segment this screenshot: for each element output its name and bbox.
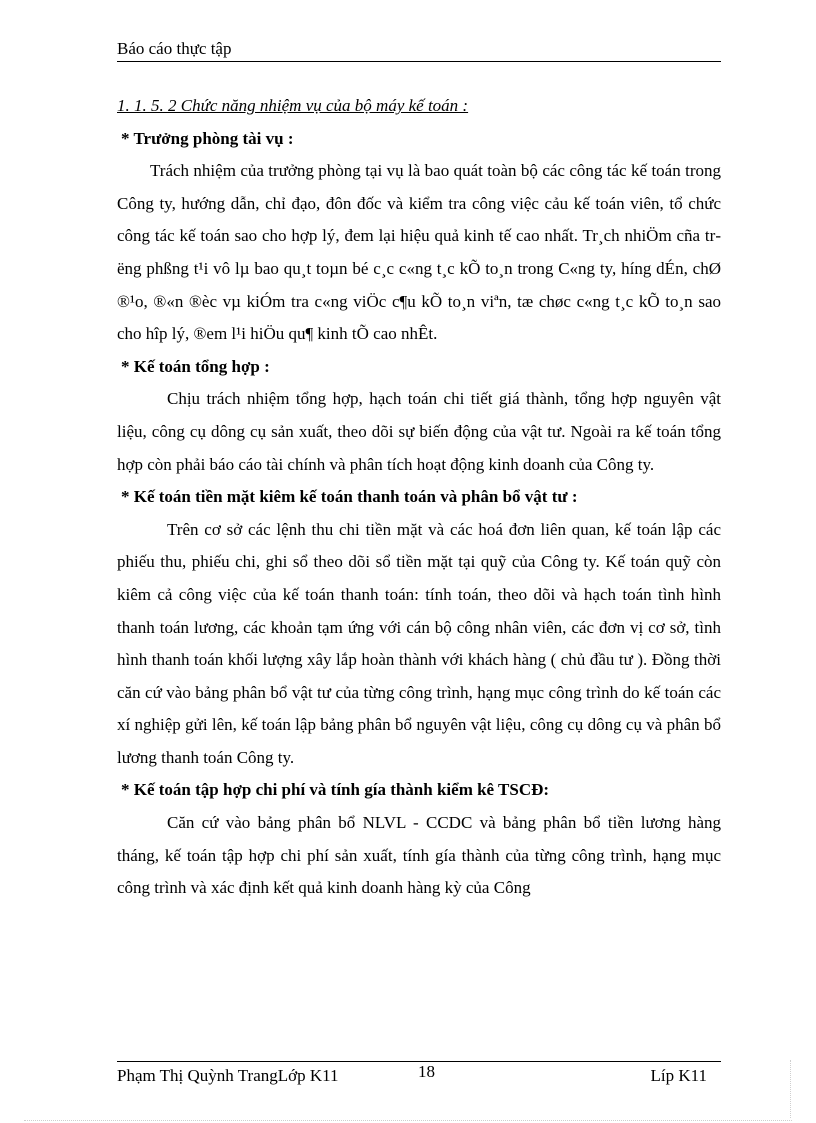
page-bottom-edge [24, 1120, 792, 1121]
subheading-general-accountant: * Kế toán tổng hợp : [121, 356, 270, 376]
section-title: 1. 1. 5. 2 Chức năng nhiệm vụ của bộ máy kế toán : [117, 96, 469, 115]
page-side-edge [790, 1060, 791, 1118]
paragraph-cost-accountant: Căn cứ vào bảng phân bổ NLVL - CCDC và bảng phân bổ tiền lương hàng tháng, kế toán tập hợp chi phí sản xuất, tính gía thành của từng công trình, hạng mục công trình và xác định kết quả kinh doanh hàng kỳ của Công [117, 813, 721, 898]
page-header: Báo cáo thực tập [117, 39, 232, 58]
paragraph-head-of-finance: Trách nhiệm của trưởng phòng tại vụ là bao quát toàn bộ các công tác kế toán trong Công ty, hướng dẫn, chỉ đạo, đôn đốc và kiểm tra công việc cảu kế toán viên, tổ chức công tác kế toán sao cho hợp lý, đem lại hiệu quả kinh tế cao nhất. Tr¸ch nhiÖm cña trëng phßng t¹i vô lµ bao qu¸t toµn bé c¸c c«ng t¸c kÕ to¸n trong C«ng ty, híng dÉn, chØ ®¹o, ®«n ®èc vµ kiÓm tra c«ng viÖc c¶u kÕ to¸n viªn, tæ chøc c«ng t¸c kÕ to¸n sao cho hîp lý, ®em l¹i hiÖu qu¶ kinh tÕ cao nhÊt. [117, 161, 721, 344]
subheading-cost-accountant: * Kế toán tập hợp chi phí và tính gía thành kiểm kê TSCĐ: [121, 780, 550, 800]
paragraph-general-accountant: Chịu trách nhiệm tổng hợp, hạch toán chi tiết giá thành, tổng hợp nguyên vật liệu, công cụ dông cụ sản xuất, theo dõi sự biến động của vật tư. Ngoài ra kế toán tổng hợp còn phải báo cáo tài chính và phân tích hoạt động kinh doanh của Công ty. [117, 389, 721, 474]
subheading-head-of-finance: * Trưởng phòng tài vụ : [121, 128, 294, 148]
document-body [117, 90, 721, 905]
paragraph-cash-accountant: Trên cơ sở các lệnh thu chi tiền mặt và các hoá đơn liên quan, kế toán lập các phiếu thu, phiếu chi, ghi sổ theo dõi sổ tiền mặt tại quỹ của Công ty. Kế toán quỹ còn kiêm cả công việc của kế toán thanh toán: tính toán, theo dõi và hạch toán tình hình thanh toán lương, các khoản tạm ứng với cán bộ công nhân viên, các đơn vị cơ sở, tình hình thanh toán khối lượng xây lắp hoàn thành với khách hàng ( chủ đầu tư ). Đồng thời căn cứ vào bảng phân bổ vật tư của từng công trình, hạng mục công trình do kế toán các xí nghiệp gửi lên, kế toán lập bảng phân bổ nguyên vật liệu, công cụ dông cụ và phân bổ lương thanh toán Công ty. [117, 519, 721, 767]
subheading-cash-accountant: * Kế toán tiền mặt kiêm kế toán thanh toán và phân bổ vật tư : [121, 487, 578, 507]
footer-class: Líp K11 [650, 1066, 707, 1085]
footer-author: Phạm Thị Quỳnh TrangLớp K11 [117, 1066, 339, 1085]
header-divider [117, 61, 721, 62]
page-number: 18 [418, 1062, 435, 1081]
